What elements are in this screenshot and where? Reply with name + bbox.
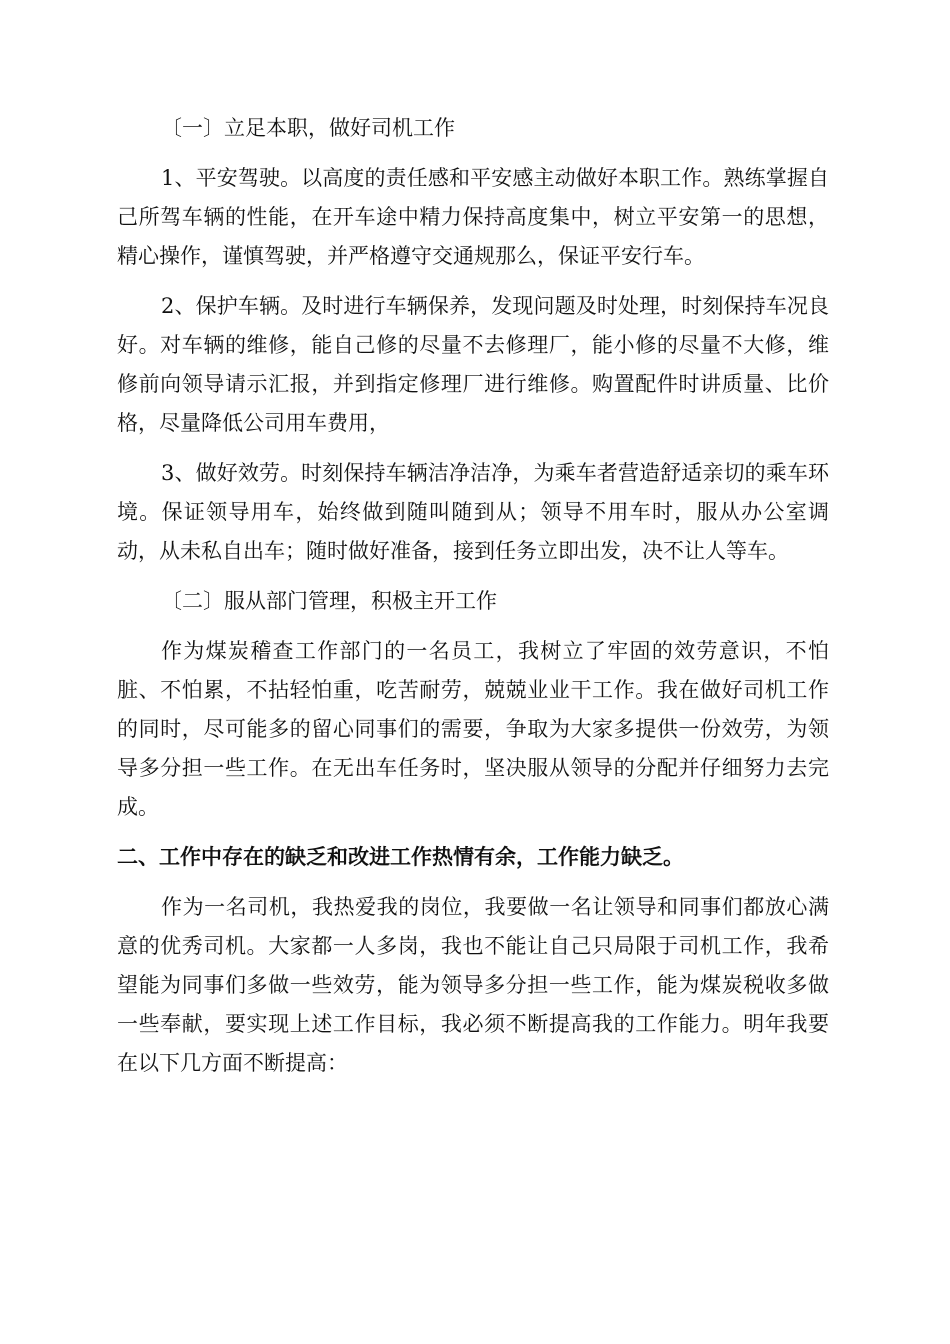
document-page <box>117 109 829 1083</box>
paragraph-final: 作为一名司机，我热爱我的岗位，我要做一名让领导和同事们都放心满意的优秀司机。大家都一人多岗，我也不能让自己只局限于司机工作，我希望能为同事们多做一些效劳，能为领导多分担一些工作，能为煤炭税收多做一些奉献，要实现上述工作目标，我必须不断提高我的工作能力。明年我要在以下几方面不断提高： <box>117 895 829 1075</box>
subsection-title-2: 〔二〕服从部门管理，积极主开工作 <box>161 589 497 613</box>
paragraph-safe-driving: 1、平安驾驶。以高度的责任感和平安感主动做好本职工作。熟练掌握自己所驾车辆的性能，在开车途中精力保持高度集中，树立平安第一的思想，精心操作，谨慎驾驶，并严格遵守交通规那么，保证平安行车。 <box>117 166 829 268</box>
paragraph-department: 作为煤炭稽查工作部门的一名员工，我树立了牢固的效劳意识，不怕脏、不怕累，不拈轻怕重，吃苦耐劳，兢兢业业干工作。我在做好司机工作的同时，尽可能多的留心同事们的需要，争取为大家多提供一份效劳，为领导多分担一些工作。在无出车任务时，坚决服从领导的分配并仔细努力去完成。 <box>117 639 829 819</box>
paragraph-good-service: 3、做好效劳。时刻保持车辆洁净洁净，为乘车者营造舒适亲切的乘车环境。保证领导用车，始终做到随叫随到从；领导不用车时，服从办公室调动，从未私自出车；随时做好准备，接到任务立即出发，决不让人等车。 <box>117 461 829 563</box>
paragraph-vehicle-care: 2、保护车辆。及时进行车辆保养，发现问题及时处理，时刻保持车况良好。对车辆的维修，能自己修的尽量不去修理厂，能小修的尽量不大修，维修前向领导请示汇报，并到指定修理厂进行维修。购置配件时讲质量、比价格，尽量降低公司用车费用， <box>117 294 829 435</box>
subsection-title-1: 〔一〕立足本职，做好司机工作 <box>161 116 455 140</box>
section-heading-2: 二、工作中存在的缺乏和改进工作热情有余，工作能力缺乏。 <box>117 845 684 869</box>
